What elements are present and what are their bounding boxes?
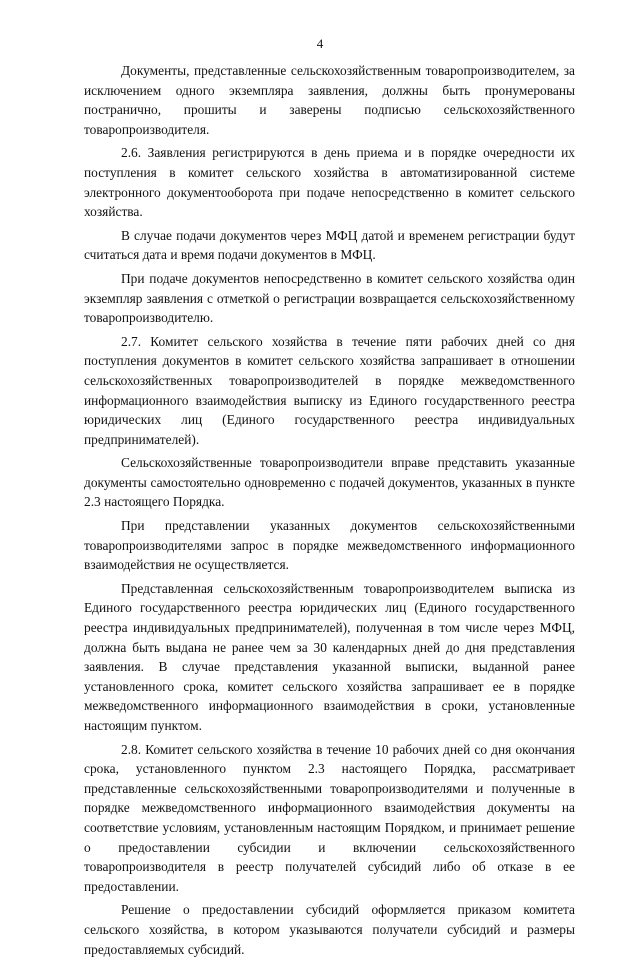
paragraph-documents-numbering: Документы, представленные сельскохозяйственным товаропроизводителем, за исключением одного экземпляра заявления, должны быть пронумерованы постранично, прошиты и заверены подписью сельскохозяйственного товаропроизводителя. [84, 63, 575, 137]
paragraph-extract-validity: Представленная сельскохозяйственным товаропроизводителем выписка из Единого государственного реестра юридических лиц (Единого государственного реестра индивидуальных предпринимателей), полученная в том числе через МФЦ, должна быть выдана не ранее чем за 30 календарных дней до дня представления заявления. В случае представления указанной выписки, выданной ранее установленного срока, комитет сельского хозяйства запрашивает ее в порядке межведомственного информационного взаимодействия в сроки, установленные настоящим пунктом. [84, 580, 575, 733]
paragraph-2-7-interagency-request: 2.7. Комитет сельского хозяйства в течение пяти рабочих дней со дня поступления документов в комитет сельского хозяйства запрашивает в отношении сельскохозяйственных товаропроизводителей в порядке межведомственного информационного взаимодействия выписку из Единого государственного реестра юридических лиц (Единого государственного реестра индивидуальных предпринимателей). [84, 333, 575, 447]
document-body [84, 61, 575, 963]
paragraph-2-6-registration: 2.6. Заявления регистрируются в день приема и в порядке очередности их поступления в комитет сельского хозяйства в автоматизированной системе электронного документооборота при подаче непосредственно в комитет сельского хозяйства. [84, 145, 575, 220]
paragraph-direct-submission-copy: При подаче документов непосредственно в комитет сельского хозяйства один экземпляр заявления с отметкой о регистрации возвращается сельскохозяйственному товаропроизводителю. [84, 270, 575, 326]
paragraph-decision-order: Решение о предоставлении субсидий оформляется приказом комитета сельского хозяйства, в котором указываются получатели субсидий и размеры предоставляемых субсидий. [84, 902, 575, 957]
paragraph-2-8-review-decision: 2.8. Комитет сельского хозяйства в течение 10 рабочих дней со дня окончания срока, установленного пунктом 2.3 настоящего Порядка, рассматривает представленные сельскохозяйственными товаропроизводителями и полученные в порядке межведомственного информационного взаимодействия документы на соответствие условиям, установленным настоящим Порядком, и принимает решение о предоставлении субсидии и включении сельскохозяйственного товаропроизводителя в реестр получателей субсидий либо об отказе в ее предоставлении. [84, 741, 575, 894]
paragraph-no-request-if-provided: При представлении указанных документов сельскохозяйственными товаропроизводителями запрос в порядке межведомственного информационного взаимодействия не осуществляется. [84, 518, 575, 573]
paragraph-mfc-registration-date: В случае подачи документов через МФЦ датой и временем регистрации будут считаться дата и время подачи документов в МФЦ. [84, 227, 575, 263]
page-number: 4 [316, 36, 324, 51]
paragraph-self-submission-right: Сельскохозяйственные товаропроизводители вправе представить указанные документы самостоятельно одновременно с подачей документов, указанных в пункте 2.3 настоящего Порядка. [84, 455, 575, 510]
